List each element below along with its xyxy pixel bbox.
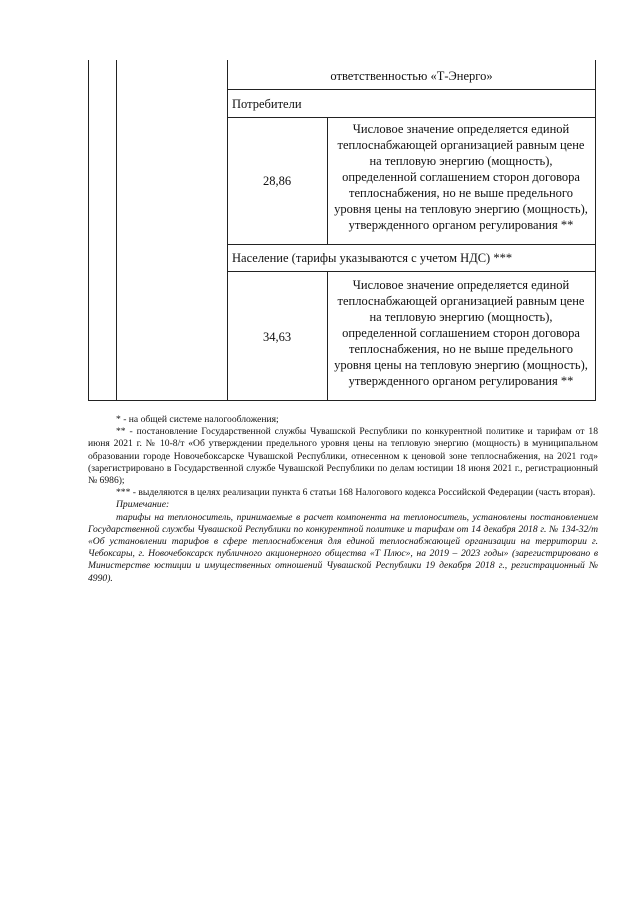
footnote-3: *** - выделяются в целях реализации пункта 6 статьи 168 Налогового кодекса Российской Федерации (часть вторая).: [116, 487, 596, 499]
remark-text: тарифы на теплоноситель, принимаемые в расчет компонента на теплоноситель, установлены постановлением Государственной службы Чувашской Республики по конкурентной политике и тарифам от 14 декабря 2018 г. № 134-32/т «Об установлении тарифов в сфере теплоснабжения для единой теплоснабжающей организации на территории г. Чебоксары, г. Новочебоксарск публичного акционерного общества «Т Плюс», на 2019 – 2023 годы» (зарегистрировано в Министерстве юстиции и имущественных отношений Чувашской Республики 19 декабря 2018 г., регистрационный № 4990).: [88, 511, 598, 584]
row1-text: ответственностью «Т-Энерго»: [330, 69, 493, 83]
remark-title: Примечание:: [116, 499, 170, 511]
row3-value: 34,63: [262, 330, 292, 344]
table-border-col2: [116, 60, 117, 401]
footnote-1: * - на общей системе налогообложения;: [116, 414, 279, 425]
row2-description: Числовое значение определяется единой теплоснабжающей организацией равным цене на тепловую энергию (мощность), определенной соглашением сторон договора теплоснабжения, но не выше предельного уровня цены на тепловую энергию (мощность), утвержденного органом регулирования **: [334, 122, 588, 232]
table-line-3: [227, 244, 596, 245]
table-line-4: [227, 271, 596, 272]
row3-description: Числовое значение определяется единой теплоснабжающей организацией равным цене на тепловую энергию (мощность), определенной соглашением сторон договора теплоснабжения, но не выше предельного уровня цены на тепловую энергию (мощность), утвержденного органом регулирования **: [334, 278, 588, 388]
table-border-left: [88, 60, 89, 401]
table-border-col4b: [327, 271, 328, 401]
table-border-col4: [327, 117, 328, 244]
table-line-2: [227, 117, 596, 118]
table-border-col3: [227, 60, 228, 401]
footnote-2: ** - постановление Государственной службы Чувашской Республики по конкурентной политике и тарифам от 18 июня 2021 г. № 10-8/т «Об утверждении предельного уровня цены на тепловую энергию (мощность) в муниципальном образовании городе Новочебоксарске Чувашской Республики, отнесенном к ценовой зоне теплоснабжения, на 2021 год» (зарегистрировано в Государственной службе Чувашской Республики по делам юстиции 18 июня 2021 г., регистрационный № 6986);: [88, 426, 598, 487]
table-line-bottom: [88, 400, 596, 401]
section-consumers: Потребители: [232, 97, 302, 111]
table-border-right: [595, 60, 596, 401]
table-line-1: [227, 89, 596, 90]
row2-value: 28,86: [262, 174, 292, 188]
section-population: Население (тарифы указываются с учетом НДС) ***: [232, 251, 513, 265]
footnotes: [88, 414, 598, 585]
